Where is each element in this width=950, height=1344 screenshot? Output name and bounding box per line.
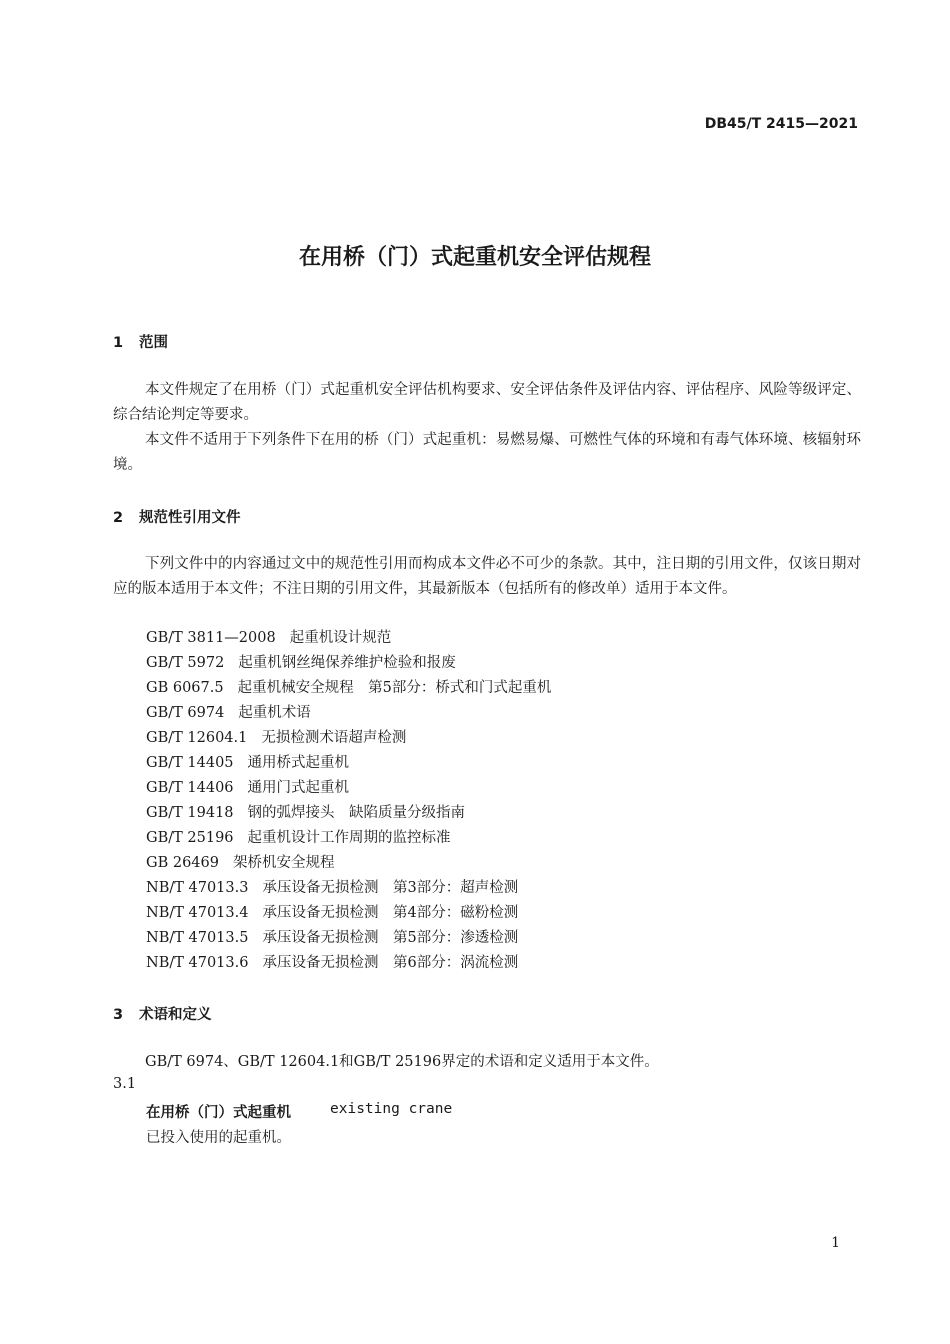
reference-name: 起重机设计规范 bbox=[289, 630, 392, 646]
reference-item bbox=[146, 726, 551, 751]
reference-list bbox=[146, 626, 551, 976]
reference-name: 架桥机安全规程 bbox=[232, 855, 335, 871]
reference-item bbox=[146, 851, 551, 876]
term-definition: 已投入使用的起重机。 bbox=[146, 1130, 291, 1146]
reference-code: GB/T 5972 bbox=[146, 655, 225, 671]
page-number: 1 bbox=[831, 1235, 840, 1251]
terms-intro: GB/T 6974、GB/T 12604.1和GB/T 25196界定的术语和定义适用于本文件。 bbox=[145, 1054, 659, 1070]
reference-code: NB/T 47013.5 bbox=[146, 930, 249, 946]
section-number: 3 bbox=[113, 1007, 124, 1023]
references-intro: 下列文件中的内容通过文中的规范性引用而构成本文件必不可少的条款。其中，注日期的引用文件，仅该日期对应的版本适用于本文件；不注日期的引用文件，其最新版本（包括所有的修改单）适用于本文件。 bbox=[113, 556, 861, 597]
section-heading-terms-and-definitions bbox=[113, 1003, 212, 1024]
document-code: DB45/T 2415—2021 bbox=[704, 116, 858, 132]
section-number: 1 bbox=[113, 335, 124, 351]
section-number: 2 bbox=[113, 510, 124, 526]
reference-name: 起重机术语 bbox=[238, 705, 311, 721]
reference-name: 起重机钢丝绳保养维护检验和报废 bbox=[238, 655, 456, 671]
reference-name: 起重机械安全规程 第5部分：桥式和门式起重机 bbox=[237, 680, 552, 696]
reference-name: 承压设备无损检测 第5部分：渗透检测 bbox=[262, 930, 519, 946]
reference-item bbox=[146, 801, 551, 826]
scope-paragraph-1: 本文件规定了在用桥（门）式起重机安全评估机构要求、安全评估条件及评估内容、评估程序、风险等级评定、综合结论判定等要求。 bbox=[113, 382, 861, 423]
section-heading-scope bbox=[113, 331, 168, 352]
reference-name: 承压设备无损检测 第6部分：涡流检测 bbox=[262, 955, 519, 971]
section-title: 术语和定义 bbox=[139, 1007, 212, 1023]
reference-code: GB/T 19418 bbox=[146, 805, 234, 821]
reference-item bbox=[146, 901, 551, 926]
reference-code: NB/T 47013.6 bbox=[146, 955, 249, 971]
reference-item bbox=[146, 626, 551, 651]
reference-item bbox=[146, 776, 551, 801]
reference-item bbox=[146, 676, 551, 701]
reference-item bbox=[146, 951, 551, 976]
reference-name: 无损检测术语超声检测 bbox=[261, 730, 407, 746]
reference-code: GB/T 3811—2008 bbox=[146, 630, 276, 646]
reference-name: 通用门式起重机 bbox=[247, 780, 350, 796]
reference-item bbox=[146, 826, 551, 851]
reference-name: 通用桥式起重机 bbox=[247, 755, 350, 771]
scope-paragraph-2: 本文件不适用于下列条件下在用的桥（门）式起重机：易燃易爆、可燃性气体的环境和有毒气体环境、核辐射环境。 bbox=[113, 432, 861, 473]
reference-code: NB/T 47013.4 bbox=[146, 905, 249, 921]
reference-code: GB 6067.5 bbox=[146, 680, 224, 696]
reference-code: GB/T 6974 bbox=[146, 705, 225, 721]
reference-code: GB/T 12604.1 bbox=[146, 730, 248, 746]
reference-item bbox=[146, 926, 551, 951]
reference-item bbox=[146, 651, 551, 676]
section-title: 规范性引用文件 bbox=[139, 510, 241, 526]
term-chinese: 在用桥（门）式起重机 bbox=[146, 1105, 291, 1121]
clause-number: 3.1 bbox=[113, 1076, 137, 1092]
reference-name: 起重机设计工作周期的监控标准 bbox=[247, 830, 451, 846]
document-title: 在用桥（门）式起重机安全评估规程 bbox=[298, 245, 651, 270]
reference-name: 承压设备无损检测 第4部分：磁粉检测 bbox=[262, 905, 519, 921]
term-english: existing crane bbox=[330, 1101, 453, 1117]
reference-name: 承压设备无损检测 第3部分：超声检测 bbox=[262, 880, 519, 896]
reference-item bbox=[146, 876, 551, 901]
reference-item bbox=[146, 751, 551, 776]
reference-code: GB 26469 bbox=[146, 855, 219, 871]
reference-code: GB/T 25196 bbox=[146, 830, 234, 846]
reference-code: GB/T 14406 bbox=[146, 780, 234, 796]
section-heading-normative-references bbox=[113, 506, 241, 527]
reference-code: NB/T 47013.3 bbox=[146, 880, 249, 896]
reference-item bbox=[146, 701, 551, 726]
section-title: 范围 bbox=[139, 335, 168, 351]
reference-code: GB/T 14405 bbox=[146, 755, 234, 771]
reference-name: 钢的弧焊接头 缺陷质量分级指南 bbox=[247, 805, 466, 821]
